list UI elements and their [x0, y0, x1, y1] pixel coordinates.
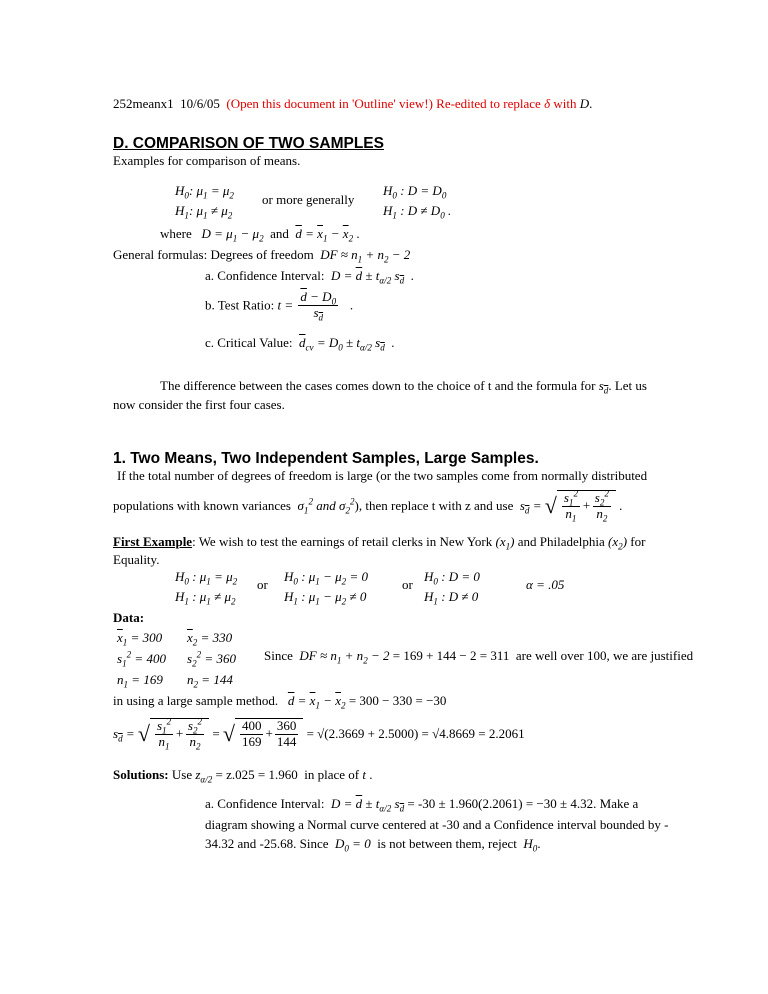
hyp-h1: $H_1$: $\mu_1 \ne \mu_2$	[175, 203, 233, 221]
delta-symbol: δ	[544, 96, 551, 111]
data-label: Data:	[113, 610, 145, 625]
formula-b: b. Test Ratio: t = $\frac{\overline{d} - D_0}{s_{\overline{d}}}$ .	[205, 289, 354, 323]
doc-date: 10/6/05	[180, 96, 220, 111]
df-line: Since DF ≈ $n_1 + n_2 - 2 = 169 + 144 - 2 = 311$ are well over 100, we are justified	[264, 648, 694, 666]
doc-note: (Open this document in 'Outline' view!) Re-edited to replace	[226, 96, 541, 111]
formula-a: a. Confidence Interval: $D = \overline{d} \pm t_{\alpha/2}$ $s_{\overline{d}}$ .	[205, 268, 414, 286]
or-2: or	[402, 577, 413, 592]
ex-hyp-3: $H_0$ : D = 0 $H_1$ : D ≠ 0	[424, 569, 480, 607]
section-1-title: 1. Two Means, Two Independent Samples, Large Samples.	[113, 450, 539, 467]
first-example: First Example: We wish to test the earnings of retail clerks in New York $(x_1)$ and Philadelphia $(x_2)$ for	[113, 534, 646, 552]
ci-line-3: 34.32 and -25.68. Since $D_0 = 0$ is not between them, reject $H_0$.	[205, 836, 541, 854]
or-more-text: or more generally	[262, 192, 355, 207]
alpha-value: α = .05	[526, 577, 565, 592]
section-1-line1: If the total number of degrees of freedom is large (or the two samples come from normally distributed	[117, 468, 648, 483]
doc-header: 252meanx1 10/6/05 (Open this document in 'Outline' view!) Re-edited to replace δ with D.	[113, 96, 593, 111]
sd-calc: $s_{\overline{d}}$ = √ $\frac{s_1^2}{n_1}$ + $\frac{s_2^2}{n_2}$ = √ $\frac{400}{169}$ + $\frac{360}{144}$ = √(2.3669 + 2.5000) = √4.8669 = 2.2061	[113, 716, 525, 752]
or-1: or	[257, 577, 268, 592]
equality-text: Equality.	[113, 552, 160, 567]
general-formulas: General formulas: Degrees of freedom DF ≈ $n_1 + n_2 - 2$	[113, 247, 411, 265]
doc-id: 252meanx1	[113, 96, 174, 111]
ci-line-2: diagram showing a Normal curve centered at -30 and a Confidence interval bounded by -	[205, 817, 669, 832]
ci-line-1: a. Confidence Interval: $D = \overline{d} \pm t_{\alpha/2}$ $s_{\overline{d}} = -30 \pm 1.960(2.2061) = -30 \pm 4.32$. Make a	[205, 796, 639, 814]
difference-text: The difference between the cases comes down to the choice of t and the formula for $s_{\overline{d}}$. Let us	[160, 378, 647, 396]
doc-note-with: with	[553, 96, 577, 111]
section-d-title: D. COMPARISON OF TWO SAMPLES	[113, 135, 384, 152]
formula-c: c. Critical Value: $\overline{d}_{cv} = D_0 \pm t_{\alpha/2}$ $s_{\overline{d}}$ .	[205, 335, 395, 353]
solutions-line: Solutions: Use $z_{\alpha/2} = z.025 = 1.960$ in place of t .	[113, 767, 373, 785]
ex-hyp-1: $H_0$ : $\mu_1 = \mu_2$ $H_1$ : $\mu_1 \ne \mu_2$	[175, 569, 238, 607]
data-col-1: $\overline{x}_1 = 300$ $s_1^2 = 400$ $n_1 = 169$	[117, 630, 166, 690]
section-1-line2: populations with known variances $\sigma_1^2$ and $\sigma_2^2$), then replace t with z and use $s_{\overline{d}}$ = √ $\frac{s_1^2}{n_1}$ + $\frac{s_2^2}{n_2}$ .	[113, 488, 623, 524]
difference-text-2: now consider the first four cases.	[113, 397, 285, 412]
where-line: where $D = \mu_1 - \mu_2$ and $\overline{d} = \overline{x}_1 - \overline{x}_2$ .	[160, 226, 360, 244]
hyp-h0-gen: $H_0$ : $D = D_0$	[383, 183, 447, 201]
data-col-2: $\overline{x}_2 = 330$ $s_2^2 = 360$ $n_2 = 144$	[187, 630, 236, 690]
hyp-h0: $H_0$: $\mu_1 = \mu_2$	[175, 183, 234, 201]
hyp-h1-gen: $H_1$ : $D \ne D_0$ .	[383, 203, 452, 221]
ex-hyp-2: $H_0$ : $\mu_1 - \mu_2 = 0$ $H_1$ : $\mu_1 - \mu_2 \ne 0$	[284, 569, 368, 607]
large-sample-line: in using a large sample method. $\overline{d} = \overline{x}_1 - \overline{x}_2 = 300 - 330 = -30$	[113, 693, 447, 711]
d-symbol: D	[579, 96, 590, 111]
section-d-intro: Examples for comparison of means.	[113, 153, 301, 168]
